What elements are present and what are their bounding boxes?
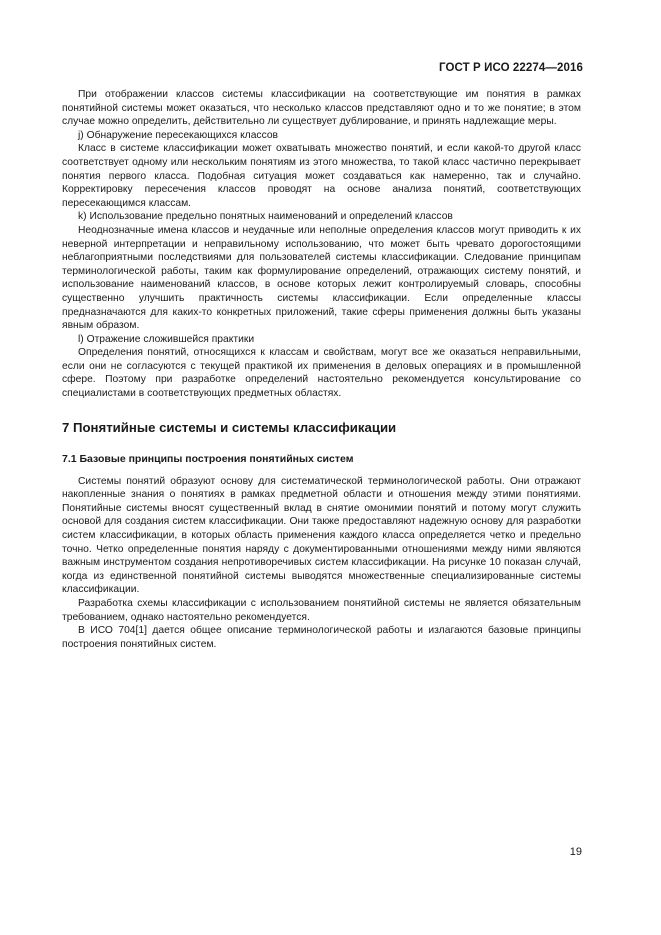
paragraph: Определения понятий, относящихся к классам и свойствам, могут все же оказаться неправильными, если они не согласуются с текущей практикой их применения в деловых операциях и в промышленной сфере. Поэтому при разработке определений настоятельно рекомендуется консультирование со специалистами в соответствующих предметных областях. <box>62 347 581 400</box>
paragraph: В ИСО 704[1] дается общее описание терминологической работы и излагаются базовые принципы построения понятийных систем. <box>62 625 581 650</box>
page-number: 19 <box>569 846 582 858</box>
subsection-title: 7.1 Базовые принципы построения понятийных систем <box>62 452 354 465</box>
paragraph: При отображении классов системы классификации на соответствующие им понятия в рамках понятийной системы может оказаться, что несколько классов представляют одно и то же понятие; в этом случае можно определить, действительно ли существует дублирование, и принять надлежащие меры. <box>62 89 581 128</box>
document-body <box>62 88 581 651</box>
list-item-l: l) Отражение сложившейся практики <box>78 333 255 345</box>
paragraph: Разработка схемы классификации с использованием понятийной системы не является обязательным требованием, однако настоятельно рекомендуется. <box>62 598 581 623</box>
paragraph: Неоднозначные имена классов и неудачные или неполные определения классов могут приводить к их неверной интерпретации и неправильному использованию, что может быть чревато дорогостоящими неблагоприятными последствиями для пользователей системы классификации. Следование принципам терминологической работы, таким как формулирование определений, отражающих систему понятий, и использование наименований классов, в основе которых лежит контролируемый словарь, способны существенно улучшить практичность системы классификации. Если определенные классы предназначаются для каких-то конкретных приложений, такие сферы применения должны быть указаны явным образом. <box>62 224 581 332</box>
document-code-header: ГОСТ Р ИСО 22274—2016 <box>438 62 583 74</box>
section-title: 7 Понятийные системы и системы классификации <box>62 419 397 435</box>
paragraph: Системы понятий образуют основу для систематической терминологической работы. Они отражают накопленные знания о понятиях в рамках предметной области и отношения между этими понятиями. Понятийные системы вносят существенный вклад в снятие омонимии понятий и потому могут служить основой для создания систем классификации. Они также предоставляют надежную основу для разработки систем классификации, в которых область применения каждого класса определяется четко и предельно точно. Четко определенные понятия наряду с документированными отношениями между ними являются важным инструментом создания непротиворечивых систем классификации. На рисунке 10 показан случай, когда из единственной понятийной системы выводятся множественные специализированные системы классификации. <box>62 475 581 596</box>
list-item-k: k) Использование предельно понятных наименований и определений классов <box>78 211 453 223</box>
paragraph: Класс в системе классификации может охватывать множество понятий, и если какой-то другой класс соответствует одному или нескольким понятиям из этого множества, то такой класс частично перекрывает понятия первого класса. Подобная ситуация может создаваться как намеренно, так и случайно. Корректировку пересечения классов проводят на основе анализа понятий, соответствующих пересекающимся классам. <box>62 143 581 209</box>
list-item-j: j) Обнаружение пересекающихся классов <box>78 129 279 141</box>
